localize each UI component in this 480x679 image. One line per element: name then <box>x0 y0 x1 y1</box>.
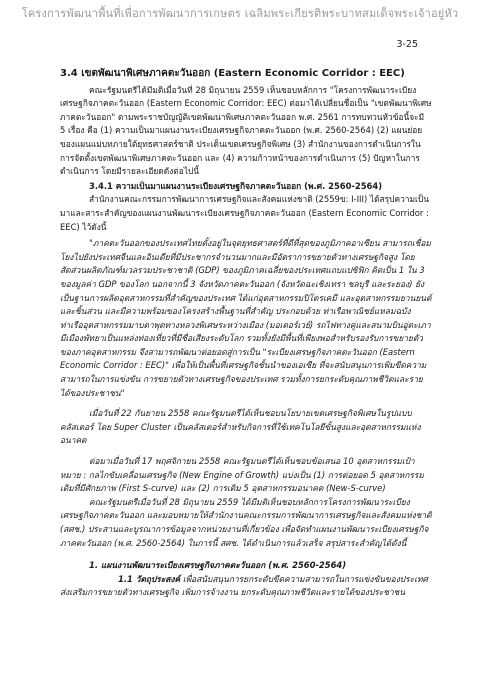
item-1-1 <box>60 573 432 600</box>
item-1-title: 1. แผนงานพัฒนาระเบียงเศรษฐกิจภาคตะวันออก (พ.ศ. 2560-2564) <box>89 560 347 571</box>
paragraph-cabinet-2559: คณะรัฐมนตรีเมื่อวันที่ 28 มิถุนายน 2559 ได้มีมติเห็นชอบหลักการโครงการพัฒนาระเบียงเศรษฐกิจภาคตะวันออก และมอบหมายให้สำนักงานคณะกรรมการพัฒนาการเศรษฐกิจและสังคมแห่งชาติ (สศช.) ประสานและบูรณาการข้อมูลจากหน่วยงานที่เกี่ยวข้อง เพื่อจัดทำแผนงานพัฒนาระเบียงเศรษฐกิจภาคตะวันออก (พ.ศ. 2560-2564) ในการนี้ สศช. ได้ดำเนินการแล้วเสร็จ สรุปสาระสำคัญได้ดังนี้ <box>60 496 432 548</box>
item-1-1-label: 1.1 วัตถุประสงค์ <box>118 573 181 584</box>
quoted-passage: "ภาคตะวันออกของประเทศไทยตั้งอยู่ในจุดยุทธศาสตร์ที่ดีที่สุดของภูมิภาคอาเซียน สามารถเชื่อมโยงไปยังประเทศจีนและอินเดียที่มีประชากรจำนวนมากและมีอัตราการขยายตัวทางเศรษฐกิจสูง โดยสัดส่วนผลิตภัณฑ์มวลรวมประชาชาติ (GDP) ของภูมิภาคเฉลี่ยของประเทศแถบแปซิฟิก คิดเป็น 1 ใน 3 ของมูลค่า GDP ของโลก นอกจากนี้ 3 จังหวัดภาคตะวันออก (จังหวัดฉะเชิงเทรา ชลบุรี และระยอง) ยังเป็นฐานการผลิตอุตสาหกรรมที่สำคัญของประเทศ ได้แก่อุตสาหกรรมปิโตรเคมี และอุตสาหกรรมยานยนต์และชิ้นส่วน และมีความพร้อมของโครงสร้างพื้นฐานที่สำคัญ ประกอบด้วย ท่าเรือพาณิชย์แหลมฉบัง ท่าเรืออุตสาหกรรมมาบตาพุดทางหลวงพิเศษระหว่างเมือง (มอเตอร์เวย์) รถไฟทางคู่และสนามบินอู่ตะเภา มีเมืองพัทยาเป็นแหล่งท่องเที่ยวที่มีชื่อเสียงระดับโลก รวมทั้งยังมีพื้นที่เพียงพอสำหรับรองรับการขยายตัวของภาคอุตสาหกรรม จึงสามารถพัฒนาต่อยอดสู่การเป็น "ระเบียงเศรษฐกิจภาคตะวันออก (Eastern Economic Corridor : EEC)" เพื่อให้เป็นพื้นที่เศรษฐกิจชั้นนำของเอเซีย ที่จะสนับสนุนการเพิ่มขีดความสามารถในการแข่งขัน การขยายตัวทางเศรษฐกิจของประเทศ รวมทั้งการยกระดับคุณภาพชีวิตและรายได้ของประชาชน" <box>60 238 432 398</box>
paragraph-source: สำนักงานคณะกรรมการพัฒนาการเศรษฐกิจและสังคมแห่งชาติ (2559ข: I-III) ได้สรุปความเป็นมาและสาระสำคัญของแผนงานพัฒนาระเบียงเศรษฐกิจภาคตะวันออก (Eastern Economic Corridor : EEC) ไว้ดังนี้ <box>60 194 429 232</box>
subsection-title: 3.4.1 ความเป็นมาแผนงานระเบียงเศรษฐกิจภาคตะวันออก (พ.ศ. 2560-2564) <box>89 180 383 191</box>
item-1-1-text: เพื่อสนับสนุนการยกระดับขีดความสามารถในการแข่งขันของประเทศส่งเสริมการขยายตัวทางเศรษฐกิจ เพิ่มการจ้างงาน ยกระดับคุณภาพชีวิตและรายได้ของประชาชน <box>60 573 428 598</box>
running-header: โครงการพัฒนาพื้นที่เพื่อการพัฒนาการเกษตร เฉลิมพระเกียรติพระบาทสมเด็จพระเจ้าอยู่หัว <box>21 7 459 20</box>
document-body <box>60 67 432 600</box>
page-number: 3-25 <box>396 39 418 50</box>
paragraph-target-industries: ต่อมาเมื่อวันที่ 17 พฤศจิกายน 2558 คณะรัฐมนตรีได้เห็นชอบข้อเสนอ 10 อุตสาหกรรมเป้าหมาย : กลไกขับเคลื่อนเศรษฐกิจ (New Engine of Growth) แบ่งเป็น (1) การต่อยอด 5 อุตสาหกรรมเดิมที่มีศักยภาพ (First S-curve) และ (2) การเติม 5 อุตสาหกรรมอนาคต (New-S-curve) <box>60 456 424 494</box>
paragraph-cabinet-2558: เมื่อวันที่ 22 กันยายน 2558 คณะรัฐมนตรีได้เห็นชอบนโยบายเขตเศรษฐกิจพิเศษในรูปแบบคลัสเตอร์ โดย Super Cluster เป็นคลัสเตอร์สำหรับกิจการที่ใช้เทคโนโลยีขั้นสูงและอุตสาหกรรมแห่งอนาคต <box>60 408 421 446</box>
section-title: 3.4 เขตพัฒนาพิเศษภาคตะวันออก (Eastern Economic Corridor : EEC) <box>60 68 405 79</box>
paragraph-intro: คณะรัฐมนตรีได้มีมติเมื่อวันที่ 28 มิถุนายน 2559 เห็นชอบหลักการ "โครงการพัฒนาระเบียงเศรษฐกิจภาคตะวันออก (Eastern Economic Corridor: EEC) ต่อมาได้เปลี่ยนชื่อเป็น "เขตพัฒนาพิเศษภาคตะวันออก" ตามพระราชบัญญัติเขตพัฒนาพิเศษภาคตะวันออก พ.ศ. 2561 การทบทวนหัวข้อนี้จะมี 5 เรื่อง คือ (1) ความเป็นมาแผนงานระเบียงเศรษฐกิจภาคตะวันออก (พ.ศ. 2560-2564) (2) แผนย่อยของแผนแม่บทภายใต้ยุทธศาสตร์ชาติ ประเด็นเขตเศรษฐกิจพิเศษ (3) สำนักงานของการดำเนินการในการจัดตั้งเขตพัฒนาพิเศษภาคตะวันออก และ (4) ความก้าวหน้าของการดำเนินการ (5) ปัญหาในการดำเนินการ โดยมีรายละเอียดดังต่อไปนี้ <box>60 84 432 177</box>
